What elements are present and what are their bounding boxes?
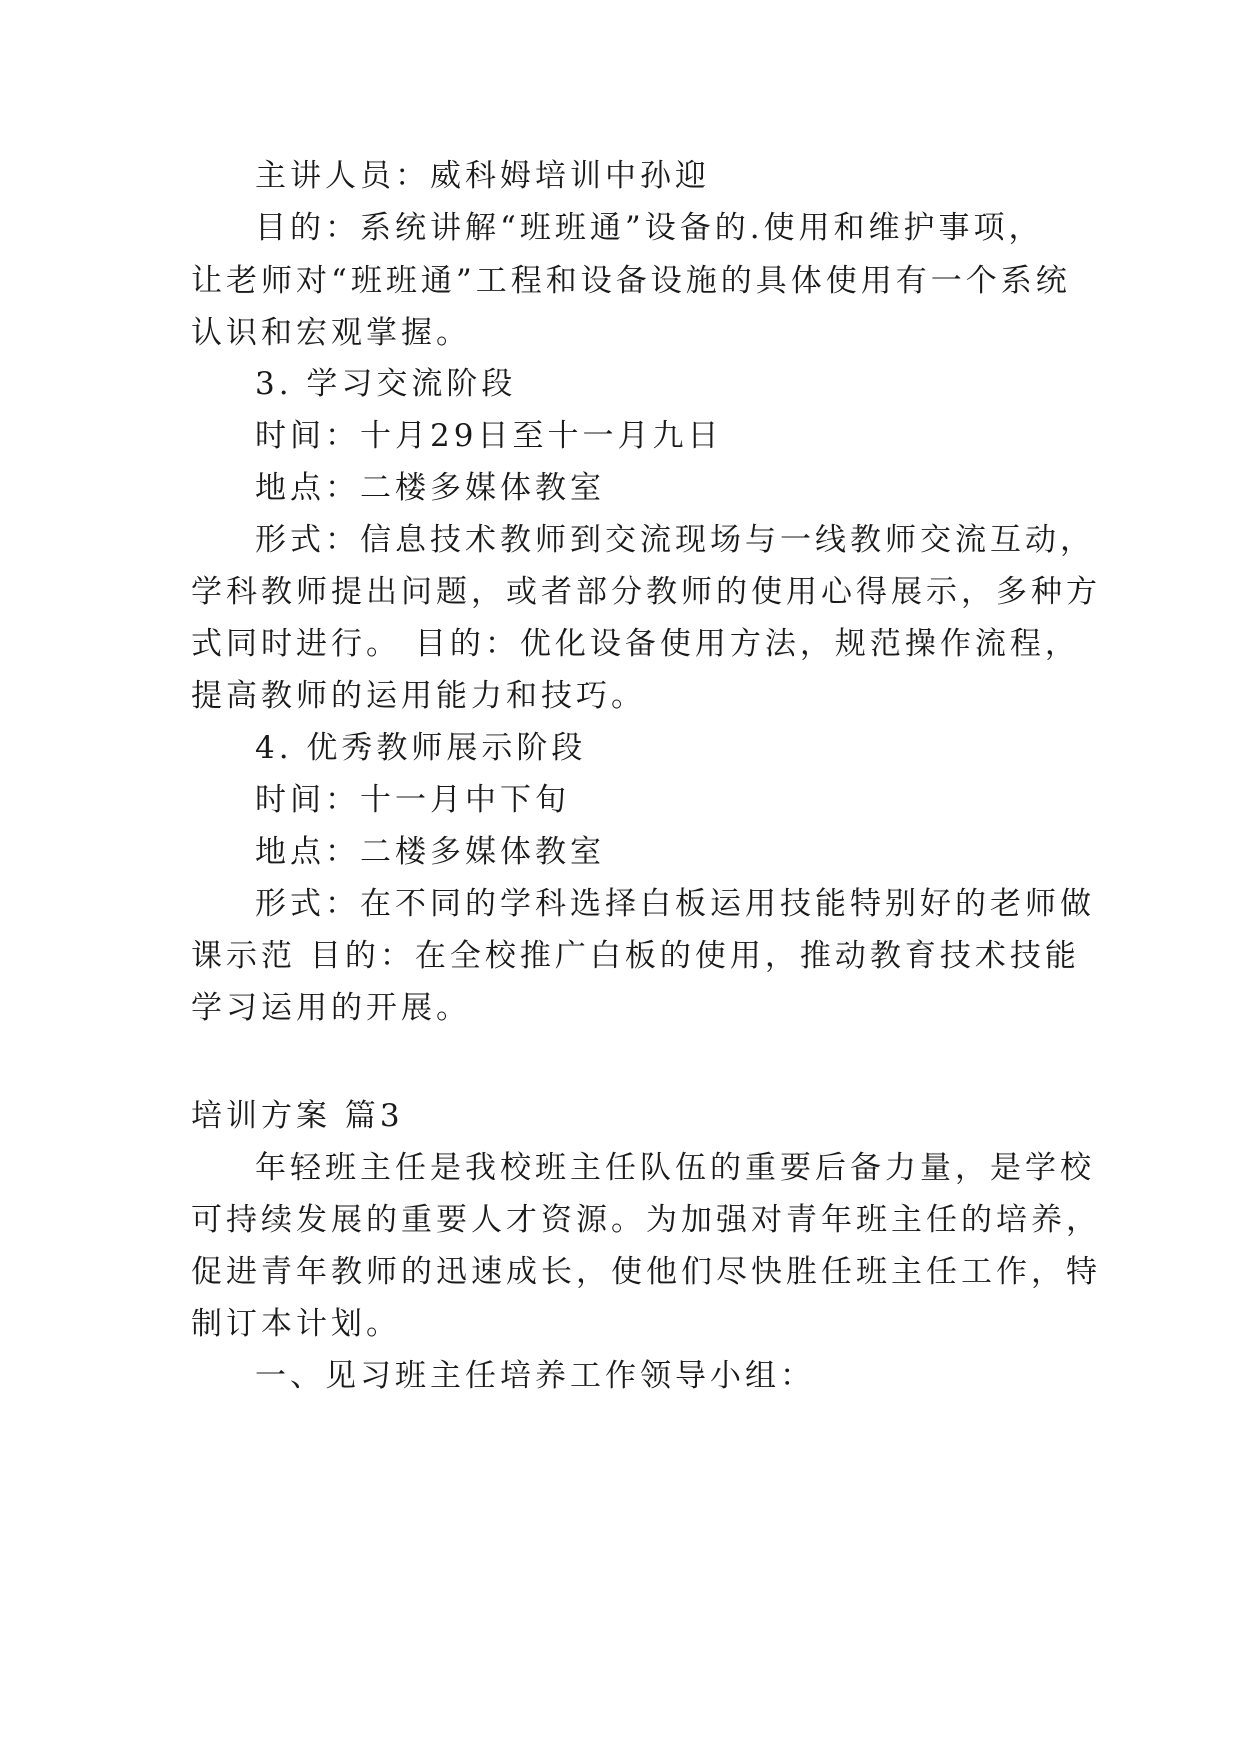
paragraph-line-form-3-1: 形式：信息技术教师到交流现场与一线教师交流互动， [255,522,1095,558]
paragraph-line-purpose-3: 认识和宏观掌握。 [191,315,471,351]
paragraph-line-form-3-4: 提高教师的运用能力和技巧。 [191,678,646,714]
paragraph-line-form-3-2: 学科教师提出问题，或者部分教师的使用心得展示，多种方 [191,574,1101,610]
section-heading-leadership-group: 一、见习班主任培养工作领导小组： [255,1358,815,1394]
paragraph-line-intro-4: 制订本计划。 [191,1306,401,1342]
paragraph-line-intro-1: 年轻班主任是我校班主任队伍的重要后备力量，是学校 [255,1150,1095,1186]
paragraph-line-form-3-3: 式同时进行。 目的：优化设备使用方法，规范操作流程， [191,626,1080,662]
paragraph-line-intro-2: 可持续发展的重要人才资源。为加强对青年班主任的培养， [191,1202,1101,1238]
paragraph-line-speaker: 主讲人员：威科姆培训中孙迎 [255,158,710,194]
paragraph-line-purpose-1: 目的：系统讲解“班班通”设备的.使用和维护事项， [255,210,1044,246]
paragraph-line-form-4-2: 课示范 目的：在全校推广白板的使用，推动教育技术技能 [191,938,1080,974]
paragraph-line-form-4-1: 形式：在不同的学科选择白板运用技能特别好的老师做 [255,886,1095,922]
paragraph-line-location-4: 地点：二楼多媒体教室 [255,834,605,870]
paragraph-line-form-4-3: 学习运用的开展。 [191,990,471,1026]
section-heading-stage-3: 3. 学习交流阶段 [255,366,517,402]
section-title-plan-3: 培训方案 篇3 [191,1098,404,1134]
paragraph-line-location-3: 地点：二楼多媒体教室 [255,470,605,506]
paragraph-line-time-3: 时间：十月29日至十一月九日 [255,418,723,454]
paragraph-line-purpose-2: 让老师对“班班通”工程和设备设施的具体使用有一个系统 [191,263,1071,299]
paragraph-line-time-4: 时间：十一月中下旬 [255,782,570,818]
section-heading-stage-4: 4. 优秀教师展示阶段 [255,730,587,766]
paragraph-line-intro-3: 促进青年教师的迅速成长，使他们尽快胜任班主任工作，特 [191,1254,1101,1290]
